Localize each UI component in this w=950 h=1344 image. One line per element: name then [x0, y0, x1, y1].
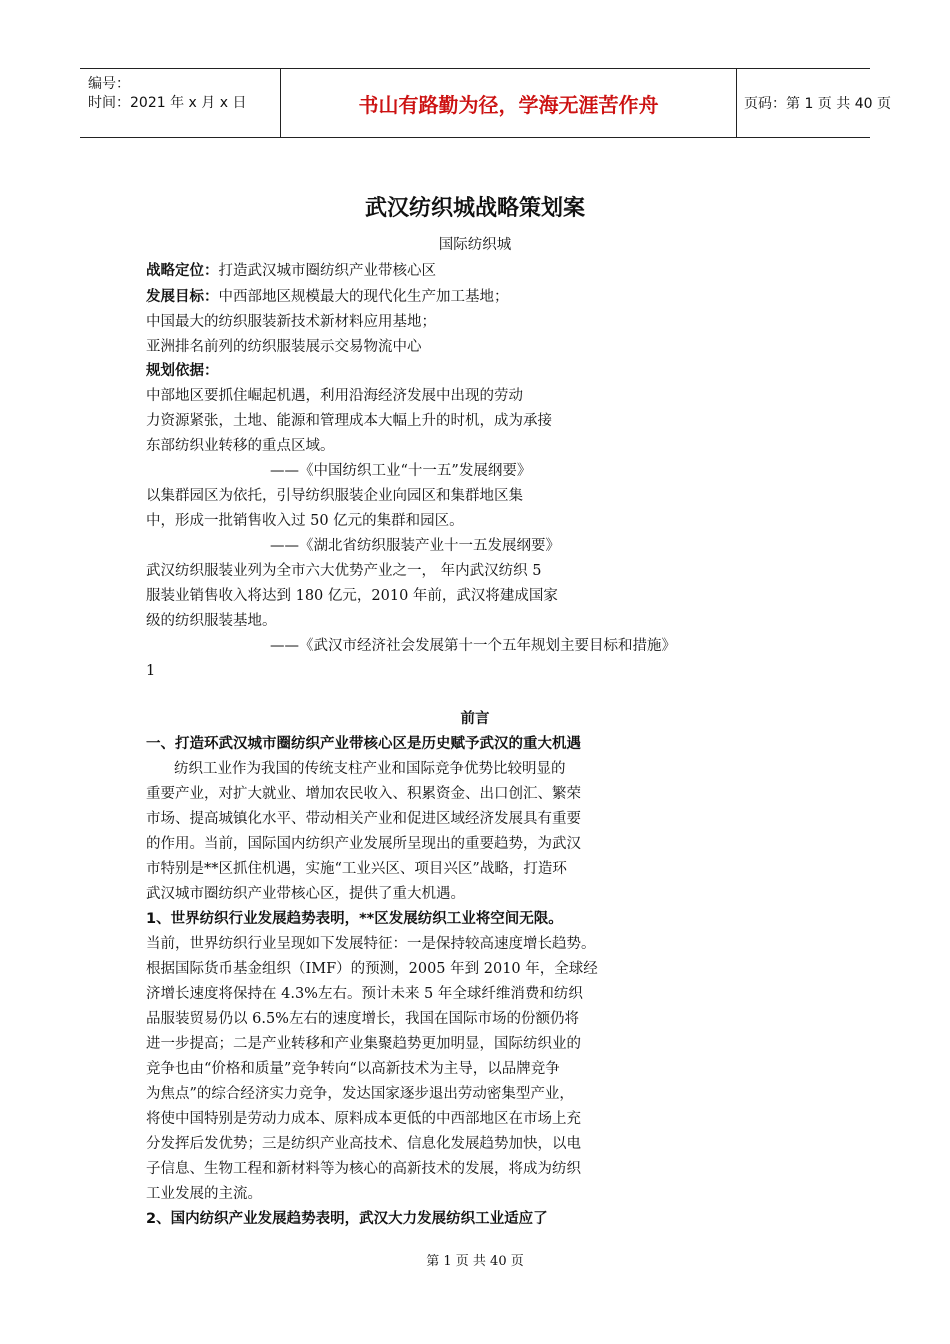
- section1-line: 的作用。当前，国际国内纺织产业发展所呈现出的重要趋势，为武汉: [146, 836, 581, 852]
- subsection2-heading: 2、国内纺织产业发展趋势表明，武汉大力发展纺织工业适应了: [146, 1211, 548, 1227]
- motto: 书山有路勤为径，学海无涯苦作舟: [280, 69, 737, 137]
- quote3-line1: 武汉纺织服装业列为全市六大优势产业之一， 年内武汉纺织 5: [146, 563, 542, 579]
- page-footer: 第 1 页 共 40 页: [426, 1254, 524, 1269]
- quote3-line2: 服装业销售收入将达到 180 亿元，2010 年前，武汉将建成国家: [146, 588, 558, 604]
- subsection1-line: 当前，世界纺织行业呈现如下发展特征：一是保持较高速度增长趋势。: [146, 936, 596, 952]
- section1-line: 重要产业，对扩大就业、增加农民收入、积累资金、出口创汇、繁荣: [146, 786, 581, 802]
- section1-heading: 一、打造环武汉城市圈纺织产业带核心区是历史赋予武汉的重大机遇: [146, 736, 581, 752]
- positioning-line: [146, 264, 436, 279]
- quote2-line2: 中，形成一批销售收入过 50 亿元的集群和园区。: [146, 513, 464, 529]
- subsection1-line: 工业发展的主流。: [146, 1186, 262, 1202]
- document-title: 武汉纺织城战略策划案: [364, 196, 585, 221]
- section1-line: 市场、提高城镇化水平、带动相关产业和促进区域经济发展具有重要: [146, 811, 581, 827]
- subsection1-line: 竞争也由“价格和质量”竞争转向“以高新技术为主导，以品牌竞争: [146, 1061, 560, 1077]
- subsection1-line: 济增长速度将保持在 4.3%左右。预计未来 5 年全球纤维消费和纺织: [146, 986, 583, 1002]
- goal-text-1: 中西部地区规模最大的现代化生产加工基地；: [218, 289, 509, 305]
- section1-line: 市特别是**区抓住机遇，实施“工业兴区、项目兴区”战略，打造环: [146, 861, 567, 877]
- preface-heading: 前言: [460, 711, 490, 727]
- subsection1-line: 为焦点”的综合经济实力竞争，发达国家逐步退出劳动密集型产业，: [146, 1086, 574, 1102]
- header-table: [80, 68, 891, 138]
- positioning-text: 打造武汉城市圈纺织产业带核心区: [218, 263, 436, 279]
- quote1-line3: 东部纺织业转移的重点区域。: [146, 438, 335, 454]
- subsection1-line: 进一步提高；二是产业转移和产业集聚趋势更加明显，国际纺织业的: [146, 1036, 581, 1052]
- subsection1-line: 品服装贸易仍以 6.5%左右的速度增长，我国在国际市场的份额仍将: [146, 1011, 579, 1027]
- quote2-line1: 以集群园区为依托，引导纺织服装企业向园区和集群地区集: [146, 488, 523, 504]
- quote3-line3: 级的纺织服装基地。: [146, 613, 277, 629]
- page-marker: 1: [146, 663, 156, 679]
- document-subtitle: 国际纺织城: [438, 237, 512, 253]
- goal-line: [146, 290, 509, 305]
- quote1-source: ——《中国纺织工业“十一五”发展纲要》: [270, 463, 532, 479]
- date-label: 时间：2021 年 x 月 x 日: [88, 95, 247, 111]
- section1-line: 武汉城市圈纺织产业带核心区，提供了重大机遇。: [146, 886, 465, 902]
- goal-text-3: 亚洲排名前列的纺织服装展示交易物流中心: [146, 339, 422, 355]
- subsection1-line: 分发挥后发优势；三是纺织产业高技术、信息化发展趋势加快，以电: [146, 1136, 581, 1152]
- page-info: 页码：第 1 页 共 40 页: [744, 96, 891, 112]
- basis-label: 规划依据：: [146, 363, 219, 379]
- quote3-source: ——《武汉市经济社会发展第十一个五年规划主要目标和措施》: [270, 638, 676, 654]
- subsection1-line: 子信息、生物工程和新材料等为核心的高新技术的发展，将成为纺织: [146, 1161, 581, 1177]
- subsection1-heading: 1、世界纺织行业发展趋势表明，**区发展纺织工业将空间无限。: [146, 911, 563, 927]
- goal-text-2: 中国最大的纺织服装新技术新材料应用基地；: [146, 314, 436, 330]
- header-meta-cell: [80, 69, 280, 137]
- positioning-label: 战略定位：: [146, 263, 219, 279]
- section1-line: 纺织工业作为我国的传统支柱产业和国际竞争优势比较明显的: [174, 761, 566, 777]
- quote1-line1: 中部地区要抓住崛起机遇，利用沿海经济发展中出现的劳动: [146, 388, 523, 404]
- subsection1-line: 根据国际货币基金组织（IMF）的预测，2005 年到 2010 年，全球经: [146, 961, 598, 977]
- goal-label: 发展目标：: [146, 289, 219, 305]
- quote2-source: ——《湖北省纺织服装产业十一五发展纲要》: [270, 538, 560, 554]
- subsection1-line: 将使中国特别是劳动力成本、原料成本更低的中西部地区在市场上充: [146, 1111, 581, 1127]
- number-label: 编号：: [88, 76, 130, 92]
- quote1-line2: 力资源紧张，土地、能源和管理成本大幅上升的时机，成为承接: [146, 413, 552, 429]
